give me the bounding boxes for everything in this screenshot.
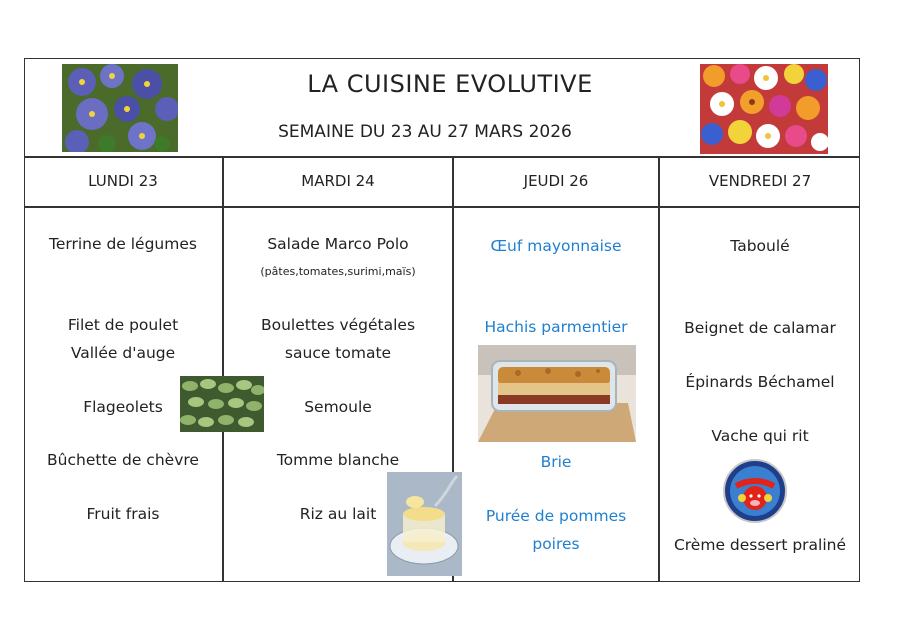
header-divider: [24, 156, 860, 158]
monday-main: Filet de poulet: [67, 316, 179, 334]
friday-cheese: Vache qui rit: [711, 427, 809, 445]
thursday-main: Hachis parmentier: [484, 318, 628, 336]
thursday-cheese: Brie: [540, 453, 572, 471]
week-range: SEMAINE DU 23 AU 27 MARS 2026: [278, 122, 572, 142]
colorful-flowers-image: [700, 64, 828, 154]
tuesday-side: Semoule: [304, 398, 372, 416]
monday-main-sauce: Vallée d'auge: [70, 344, 176, 362]
day-header-thursday: JEUDI 26: [523, 172, 589, 190]
tuesday-starter-ingredients: (pâtes,tomates,surimi,maïs): [260, 265, 416, 278]
day-header-tuesday: MARDI 24: [301, 172, 375, 190]
tuesday-dessert: Riz au lait: [299, 505, 377, 523]
day-header-monday: LUNDI 23: [88, 172, 158, 190]
friday-starter: Taboulé: [730, 237, 790, 255]
friday-dessert: Crème dessert praliné: [673, 536, 847, 554]
monday-side: Flageolets: [83, 398, 163, 416]
day-header-friday: VENDREDI 27: [708, 172, 812, 190]
thursday-starter: Œuf mayonnaise: [490, 237, 622, 255]
menu-title: LA CUISINE EVOLUTIVE: [307, 70, 593, 98]
primula-flowers-image: [62, 64, 178, 152]
tuesday-starter: Salade Marco Polo: [267, 235, 409, 253]
thursday-dessert: Purée de pommes: [485, 507, 627, 525]
tuesday-main: Boulettes végétales: [260, 316, 416, 334]
monday-dessert: Fruit frais: [86, 505, 160, 523]
monday-cheese: Bûchette de chèvre: [47, 451, 199, 469]
rice-pudding-image: [387, 472, 462, 576]
hachis-parmentier-image: [478, 345, 636, 442]
thursday-dessert-fruit: poires: [532, 535, 580, 553]
day-header-divider: [24, 206, 860, 208]
friday-main: Beignet de calamar: [684, 319, 836, 337]
monday-starter: Terrine de légumes: [49, 235, 197, 253]
friday-side: Épinards Béchamel: [685, 373, 835, 391]
vache-qui-rit-logo: [722, 458, 788, 524]
tuesday-cheese: Tomme blanche: [276, 451, 400, 469]
tuesday-main-sauce: sauce tomate: [284, 344, 392, 362]
